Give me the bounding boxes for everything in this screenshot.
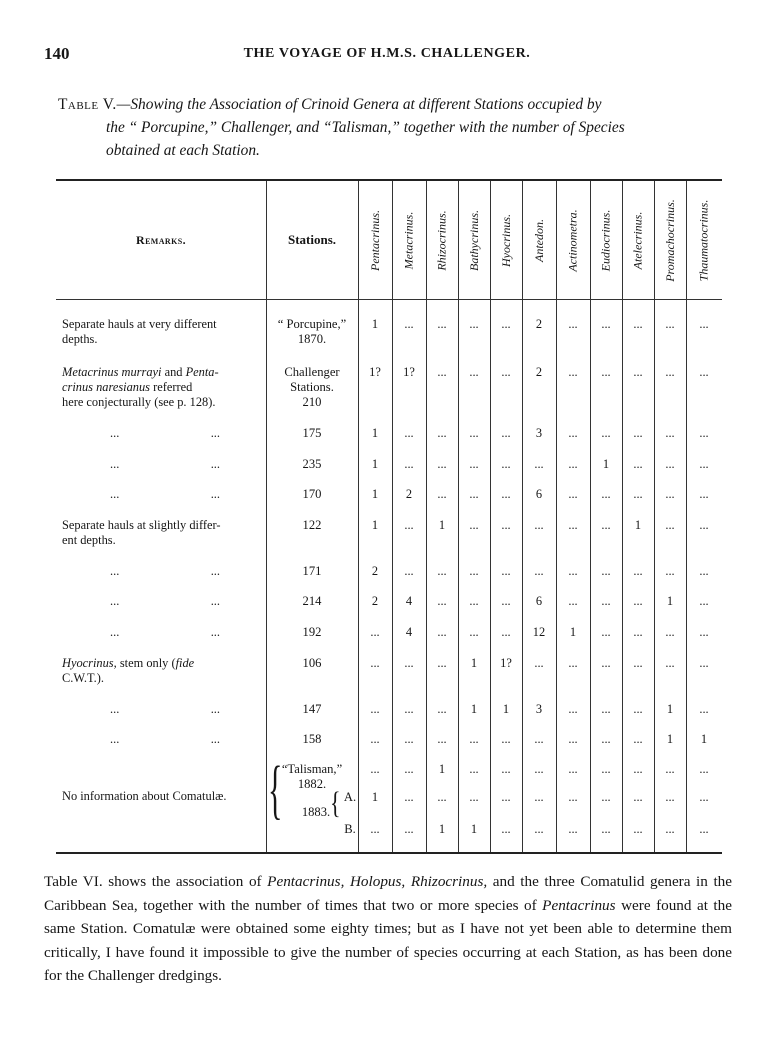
table-cell: ... [501, 625, 511, 639]
genus-header [490, 185, 522, 295]
row-remark [110, 732, 220, 747]
genus-header [654, 185, 686, 295]
table-cell: ... [665, 317, 675, 331]
crinoid-association-table [56, 179, 722, 854]
table-cell: ... [404, 426, 414, 440]
station-text: 171 [302, 564, 322, 578]
remark-text: ent depths. [62, 533, 116, 547]
table-cell: ... [437, 457, 447, 471]
remark-text: fide [175, 656, 195, 670]
table-cell: ... [665, 625, 675, 639]
table-cell: ... [568, 732, 578, 746]
row-remark [62, 317, 262, 347]
table-cell: ... [404, 790, 414, 804]
table-cell: ... [665, 564, 675, 578]
genus-header [358, 185, 392, 295]
row-remark [62, 518, 262, 548]
ditto-mark: ... [210, 594, 220, 608]
table-cell: ... [534, 732, 544, 746]
row-remark [110, 487, 220, 502]
table-cell: 1 [666, 702, 674, 716]
genus-header [392, 185, 426, 295]
row-remark [62, 789, 262, 804]
table-cell: ... [501, 365, 511, 379]
table-cell: 1 [634, 518, 642, 532]
table-cell: 6 [535, 487, 543, 501]
table-cell: 1? [500, 656, 512, 670]
table-cell: ... [633, 426, 643, 440]
ditto-mark: ... [210, 732, 220, 746]
table-cell: 1 [371, 457, 379, 471]
table-cell: ... [699, 594, 709, 608]
table-cell: 1? [369, 365, 381, 379]
table-cell: ... [699, 822, 709, 836]
ditto-mark: ... [110, 426, 120, 440]
table-cell: ... [404, 457, 414, 471]
table-cell: ... [633, 732, 643, 746]
genus-header-label: Actinometra. [565, 208, 580, 272]
remarks-header: Remarks. [136, 232, 186, 247]
table-cell: ... [601, 594, 611, 608]
table-cell: ... [665, 822, 675, 836]
table-cell: ... [633, 594, 643, 608]
table-cell: ... [437, 594, 447, 608]
table-cell: ... [404, 822, 414, 836]
table-cell: 2 [405, 487, 413, 501]
station-label [268, 518, 356, 533]
table-cell: ... [437, 625, 447, 639]
table-cell: 1 [371, 317, 379, 331]
station-text: 1882. [297, 777, 327, 791]
table-cell: ... [404, 762, 414, 776]
table-cell: ... [501, 518, 511, 532]
station-label [268, 487, 356, 502]
table-cell: ... [501, 762, 511, 776]
station-label [268, 702, 356, 717]
table-cell: ... [501, 594, 511, 608]
table-cell: ... [601, 762, 611, 776]
table-cell: ... [404, 732, 414, 746]
table-cell: ... [601, 487, 611, 501]
table-cell: ... [469, 317, 479, 331]
table-cell: 6 [535, 594, 543, 608]
remark-text: and [161, 365, 186, 379]
table-cell: ... [633, 457, 643, 471]
station-label [342, 822, 358, 837]
table-cell: 3 [535, 426, 543, 440]
table-cell: ... [501, 317, 511, 331]
table-cell: ... [469, 594, 479, 608]
table-cell: ... [469, 457, 479, 471]
table-cell: ... [469, 518, 479, 532]
station-text: 214 [302, 594, 322, 608]
table-cell: 1 [602, 457, 610, 471]
genus-header-label: Hyocrinus. [498, 213, 513, 267]
table-cell: ... [437, 365, 447, 379]
row-remark [110, 457, 220, 472]
remark-text: here conjecturally (see p. 128). [62, 395, 216, 409]
table-cell: 1 [371, 518, 379, 532]
table-cell: ... [568, 564, 578, 578]
running-title: THE VOYAGE OF H.M.S. CHALLENGER. [243, 46, 531, 61]
genus-pentacrinus-2: Pentacrinus [542, 896, 616, 914]
table-cell: ... [568, 426, 578, 440]
table-cell: ... [437, 656, 447, 670]
remark-text: Separate hauls at slightly differ- [62, 518, 221, 532]
station-label [268, 365, 356, 410]
table-cell: ... [568, 457, 578, 471]
table-cell: ... [699, 487, 709, 501]
genus-header [686, 185, 722, 295]
table-cell: ... [469, 625, 479, 639]
table-cell: ... [665, 656, 675, 670]
table-cell: ... [534, 457, 544, 471]
genus-pentacrinus: Pentacrinus, [267, 873, 345, 890]
table-cell: ... [404, 702, 414, 716]
table-cell: ... [633, 702, 643, 716]
remark-text: crinus naresianus [62, 380, 150, 394]
table-cell: ... [699, 762, 709, 776]
station-text: 235 [302, 457, 322, 471]
station-text: “Talisman,” [281, 762, 343, 776]
ditto-mark: ... [210, 457, 220, 471]
table-cell: ... [437, 317, 447, 331]
table-cell: ... [601, 518, 611, 532]
ditto-mark: ... [110, 487, 120, 501]
row-remark [110, 426, 220, 441]
table-cell: ... [633, 564, 643, 578]
caption-line-1: —Showing the Association of Crinoid Genera at different Stations occupied by [116, 96, 602, 113]
table-cell: ... [633, 762, 643, 776]
table-cell: ... [601, 564, 611, 578]
station-text: B. [344, 822, 356, 836]
curly-brace: { [268, 753, 283, 827]
table-cell: ... [370, 702, 380, 716]
genus-header-label: Metacrinus. [401, 211, 416, 269]
table-cell: 1 [666, 732, 674, 746]
row-remark [110, 564, 220, 579]
table-cell: 1 [666, 594, 674, 608]
table-cell: ... [501, 564, 511, 578]
station-text: 106 [302, 656, 322, 670]
station-label [268, 656, 356, 671]
table-cell: ... [469, 790, 479, 804]
genus-header [590, 185, 622, 295]
table-cell: 2 [371, 594, 379, 608]
table-cell: ... [469, 365, 479, 379]
table-cell: ... [501, 457, 511, 471]
table-cell: ... [601, 365, 611, 379]
table-cell: ... [370, 625, 380, 639]
station-text: “ Porcupine,” [277, 317, 347, 331]
table-cell: 1 [438, 518, 446, 532]
table-cell: ... [437, 732, 447, 746]
genus-holopus: Holopus, [349, 873, 406, 890]
station-label [268, 457, 356, 472]
station-text: A. [343, 790, 357, 804]
table-cell: ... [469, 564, 479, 578]
table-cell: ... [568, 656, 578, 670]
genus-rhizocrinus: Rhizocrinus, [410, 873, 488, 890]
table-cell: ... [501, 790, 511, 804]
body-text-5: were found at the same Station. Comatulæ were obtained some eighty times; but as I have not yet been able to determine them critically, I have found it impossible to give the number of species occurring at each Station, as has been done for the Challenger dredgings. [44, 896, 732, 984]
curly-brace: { [330, 785, 341, 821]
ditto-mark: ... [210, 702, 220, 716]
genus-header [458, 185, 490, 295]
table-cell: ... [370, 762, 380, 776]
table-cell: ... [665, 762, 675, 776]
row-remark [110, 702, 220, 717]
table-cell: 1 [700, 732, 708, 746]
page-number: 140 [44, 44, 70, 63]
remark-text: stem only ( [116, 656, 176, 670]
ditto-mark: ... [210, 487, 220, 501]
table-cell: ... [437, 564, 447, 578]
table-cell: ... [699, 702, 709, 716]
table-cell: 1 [371, 487, 379, 501]
table-cell: 1 [371, 426, 379, 440]
table-cell: ... [601, 702, 611, 716]
row-remark [110, 625, 220, 640]
ditto-mark: ... [210, 625, 220, 639]
table-cell: ... [601, 790, 611, 804]
table-cell: ... [601, 656, 611, 670]
table-cell: ... [437, 487, 447, 501]
table-cell: 2 [371, 564, 379, 578]
table-cell: ... [568, 317, 578, 331]
table-cell: ... [568, 790, 578, 804]
station-label [268, 625, 356, 640]
stations-header: Stations. [287, 232, 337, 247]
row-remark [62, 656, 262, 686]
table-cell: ... [699, 656, 709, 670]
remark-text: depths. [62, 332, 98, 346]
table-cell: 4 [405, 594, 413, 608]
table-cell: ... [633, 790, 643, 804]
table-cell: ... [404, 656, 414, 670]
row-remark [110, 594, 220, 609]
table-cell: ... [633, 822, 643, 836]
table-cell: ... [404, 518, 414, 532]
table-cell: ... [370, 656, 380, 670]
genus-header-label: Eudiocrinus. [598, 209, 613, 271]
station-text: 158 [302, 732, 322, 746]
station-text: 210 [302, 395, 322, 409]
body-text-1: Table VI. shows the association of [44, 873, 268, 890]
genus-header-label: Atelecrinus. [630, 211, 645, 269]
ditto-mark: ... [110, 732, 120, 746]
table-cell: 12 [532, 625, 546, 639]
station-text: Challenger [284, 365, 340, 379]
table-cell: 1 [371, 790, 379, 804]
station-text: 147 [302, 702, 322, 716]
table-cell: ... [469, 487, 479, 501]
genus-header-label: Antedon. [531, 218, 546, 262]
station-label [268, 564, 356, 579]
remark-text: Hyocrinus, [62, 656, 117, 670]
table-cell: ... [699, 790, 709, 804]
station-label [268, 317, 356, 347]
genus-header [622, 185, 654, 295]
table-cell: 1 [438, 822, 446, 836]
caption-line-3: obtained at each Station. [106, 142, 260, 159]
table-cell: ... [404, 317, 414, 331]
remark-text: No information about Comatulæ. [62, 789, 227, 803]
table-cell: ... [665, 426, 675, 440]
table-cell: ... [699, 518, 709, 532]
table-cell: 1? [403, 365, 415, 379]
station-text: 1870. [297, 332, 327, 346]
genus-header-label: Thaumatocrinus. [696, 199, 711, 281]
table-cell: ... [633, 317, 643, 331]
table-cell: ... [699, 625, 709, 639]
ditto-mark: ... [110, 702, 120, 716]
station-label [268, 594, 356, 609]
table-cell: ... [633, 625, 643, 639]
table-cell: ... [699, 457, 709, 471]
genus-header [522, 185, 556, 295]
remark-text: Separate hauls at very different [62, 317, 217, 331]
remark-text: Metacrinus murrayi [62, 365, 162, 379]
table-cell: 2 [535, 365, 543, 379]
station-text: 170 [302, 487, 322, 501]
caption-label: Table V. [58, 96, 117, 113]
station-label [342, 790, 358, 805]
station-text: 175 [302, 426, 322, 440]
remark-text: C.W.T.). [62, 671, 104, 685]
table-cell: 1 [438, 762, 446, 776]
caption-line-2: the “ Porcupine,” Challenger, and “Talisman,” together with the number of Species [106, 119, 625, 136]
genus-header-label: Pentacrinus. [367, 209, 382, 271]
table-cell: ... [501, 487, 511, 501]
ditto-mark: ... [110, 594, 120, 608]
table-cell: ... [437, 702, 447, 716]
ditto-mark: ... [110, 457, 120, 471]
table-cell: ... [633, 365, 643, 379]
genus-header-label: Rhizocrinus. [434, 209, 449, 271]
table-cell: ... [534, 790, 544, 804]
remark-text: referred [150, 380, 193, 394]
table-cell: ... [370, 732, 380, 746]
ditto-mark: ... [210, 426, 220, 440]
table-cell: ... [601, 317, 611, 331]
table-cell: ... [404, 564, 414, 578]
table-cell: ... [665, 457, 675, 471]
table-cell: 2 [535, 317, 543, 331]
table-cell: ... [501, 426, 511, 440]
table-cell: ... [601, 625, 611, 639]
body-paragraph [44, 870, 732, 988]
table-cell: ... [699, 564, 709, 578]
table-cell: ... [601, 732, 611, 746]
ditto-mark: ... [110, 625, 120, 639]
table-caption [58, 93, 730, 162]
table-cell: ... [568, 365, 578, 379]
table-cell: ... [469, 426, 479, 440]
table-cell: ... [601, 822, 611, 836]
table-cell: ... [501, 732, 511, 746]
table-cell: ... [633, 487, 643, 501]
column-rule [266, 181, 267, 852]
table-cell: ... [601, 426, 611, 440]
station-text: 1883. [301, 805, 331, 819]
table-cell: ... [568, 518, 578, 532]
table-cell: 1 [502, 702, 510, 716]
table-cell: ... [370, 822, 380, 836]
table-cell: ... [699, 365, 709, 379]
table-cell: 1 [470, 822, 478, 836]
table-cell: ... [568, 702, 578, 716]
table-cell: ... [665, 487, 675, 501]
station-text: 192 [302, 625, 322, 639]
table-cell: ... [437, 426, 447, 440]
genus-header-label: Promachocrinus. [662, 198, 677, 282]
table-cell: ... [568, 487, 578, 501]
page-header [44, 44, 730, 68]
station-text: Stations. [290, 380, 334, 394]
table-cell: 1 [470, 656, 478, 670]
station-label [268, 732, 356, 747]
table-cell: ... [437, 790, 447, 804]
table-cell: ... [534, 564, 544, 578]
remark-text: Penta- [185, 365, 219, 379]
ditto-mark: ... [110, 564, 120, 578]
station-label [268, 426, 356, 441]
genus-header-label: Bathycrinus. [466, 209, 481, 271]
table-cell: ... [534, 762, 544, 776]
station-text: 122 [302, 518, 322, 532]
genus-header [426, 185, 458, 295]
table-cell: ... [633, 656, 643, 670]
table-cell: 4 [405, 625, 413, 639]
body-text-4: and the three Comatulid genera in the Caribbean Sea, together with the number of times that two or more species of [44, 873, 733, 914]
table-cell: ... [568, 822, 578, 836]
ditto-mark: ... [210, 564, 220, 578]
row-remark [62, 365, 262, 410]
table-cell: ... [568, 762, 578, 776]
table-cell: ... [665, 365, 675, 379]
table-cell: ... [568, 594, 578, 608]
table-cell: ... [469, 762, 479, 776]
table-cell: ... [699, 317, 709, 331]
table-cell: 1 [569, 625, 577, 639]
table-cell: ... [534, 822, 544, 836]
table-cell: ... [699, 426, 709, 440]
genus-header [556, 185, 590, 295]
table-cell: ... [665, 790, 675, 804]
table-cell: ... [665, 518, 675, 532]
table-cell: 3 [535, 702, 543, 716]
table-cell: ... [534, 518, 544, 532]
table-cell: ... [469, 732, 479, 746]
table-cell: ... [534, 656, 544, 670]
table-cell: 1 [470, 702, 478, 716]
table-cell: ... [501, 822, 511, 836]
